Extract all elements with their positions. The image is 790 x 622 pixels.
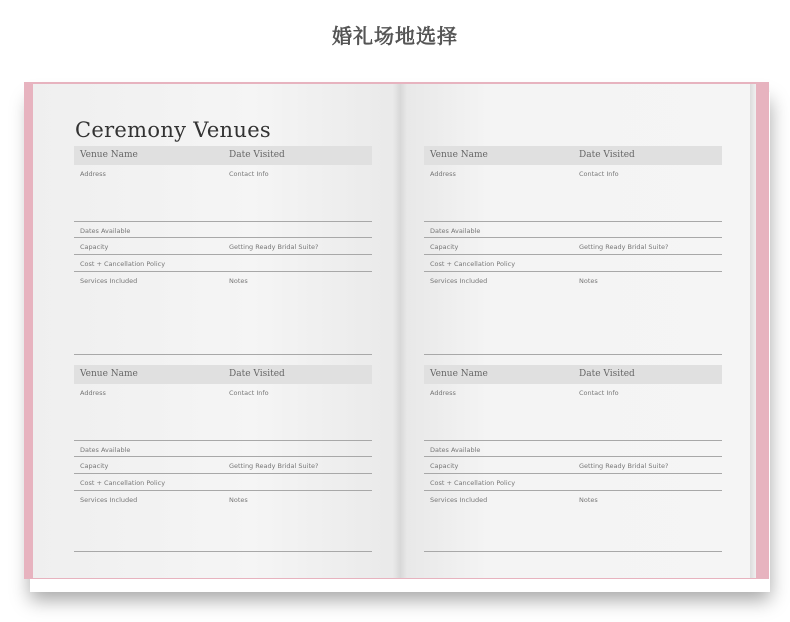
rule <box>74 354 372 355</box>
venue-header-band <box>74 365 372 384</box>
capacity-label: Capacity <box>430 243 459 251</box>
notes-label: Notes <box>579 496 598 504</box>
venue-header-band <box>424 146 722 165</box>
page-edge <box>750 84 756 578</box>
book-gutter <box>393 84 407 578</box>
planner-title: Ceremony Venues <box>75 118 272 142</box>
rule <box>424 456 722 457</box>
rule <box>74 456 372 457</box>
rule <box>74 473 372 474</box>
cost-policy-label: Cost + Cancellation Policy <box>430 260 516 268</box>
rule <box>424 237 722 238</box>
capacity-label: Capacity <box>80 243 109 251</box>
date-visited-label: Date Visited <box>229 150 285 160</box>
capacity-label: Capacity <box>430 462 459 470</box>
rule <box>74 490 372 491</box>
address-label: Address <box>430 170 456 178</box>
rule <box>424 254 722 255</box>
venue-header-band <box>74 146 372 165</box>
rule <box>74 221 372 222</box>
venue-name-label: Venue Name <box>80 369 138 379</box>
contact-info-label: Contact Info <box>579 170 619 178</box>
cost-policy-label: Cost + Cancellation Policy <box>80 479 166 487</box>
notes-label: Notes <box>579 277 598 285</box>
rule <box>74 271 372 272</box>
services-included-label: Services Included <box>430 277 488 285</box>
bridal-suite-label: Getting Ready Bridal Suite? <box>229 462 319 470</box>
rule <box>74 440 372 441</box>
dates-available-label: Dates Available <box>80 446 131 454</box>
dates-available-label: Dates Available <box>430 227 481 235</box>
contact-info-label: Contact Info <box>579 389 619 397</box>
date-visited-label: Date Visited <box>229 369 285 379</box>
dates-available-label: Dates Available <box>430 446 481 454</box>
venue-name-label: Venue Name <box>430 369 488 379</box>
page-heading: 婚礼场地选择 <box>332 24 458 48</box>
dates-available-label: Dates Available <box>80 227 131 235</box>
venue-name-label: Venue Name <box>430 150 488 160</box>
rule <box>424 490 722 491</box>
rule <box>74 237 372 238</box>
rule <box>74 551 372 552</box>
rule <box>424 271 722 272</box>
rule <box>74 254 372 255</box>
services-included-label: Services Included <box>80 277 138 285</box>
notes-label: Notes <box>229 277 248 285</box>
venue-name-label: Venue Name <box>80 150 138 160</box>
rule <box>424 354 722 355</box>
bridal-suite-label: Getting Ready Bridal Suite? <box>229 243 319 251</box>
capacity-label: Capacity <box>80 462 109 470</box>
notes-label: Notes <box>229 496 248 504</box>
services-included-label: Services Included <box>430 496 488 504</box>
rule <box>424 551 722 552</box>
bridal-suite-label: Getting Ready Bridal Suite? <box>579 243 669 251</box>
date-visited-label: Date Visited <box>579 150 635 160</box>
services-included-label: Services Included <box>80 496 138 504</box>
contact-info-label: Contact Info <box>229 170 269 178</box>
venue-header-band <box>424 365 722 384</box>
cost-policy-label: Cost + Cancellation Policy <box>80 260 166 268</box>
rule <box>424 473 722 474</box>
address-label: Address <box>80 170 106 178</box>
cost-policy-label: Cost + Cancellation Policy <box>430 479 516 487</box>
contact-info-label: Contact Info <box>229 389 269 397</box>
address-label: Address <box>80 389 106 397</box>
address-label: Address <box>430 389 456 397</box>
date-visited-label: Date Visited <box>579 369 635 379</box>
rule <box>424 221 722 222</box>
bridal-suite-label: Getting Ready Bridal Suite? <box>579 462 669 470</box>
rule <box>424 440 722 441</box>
